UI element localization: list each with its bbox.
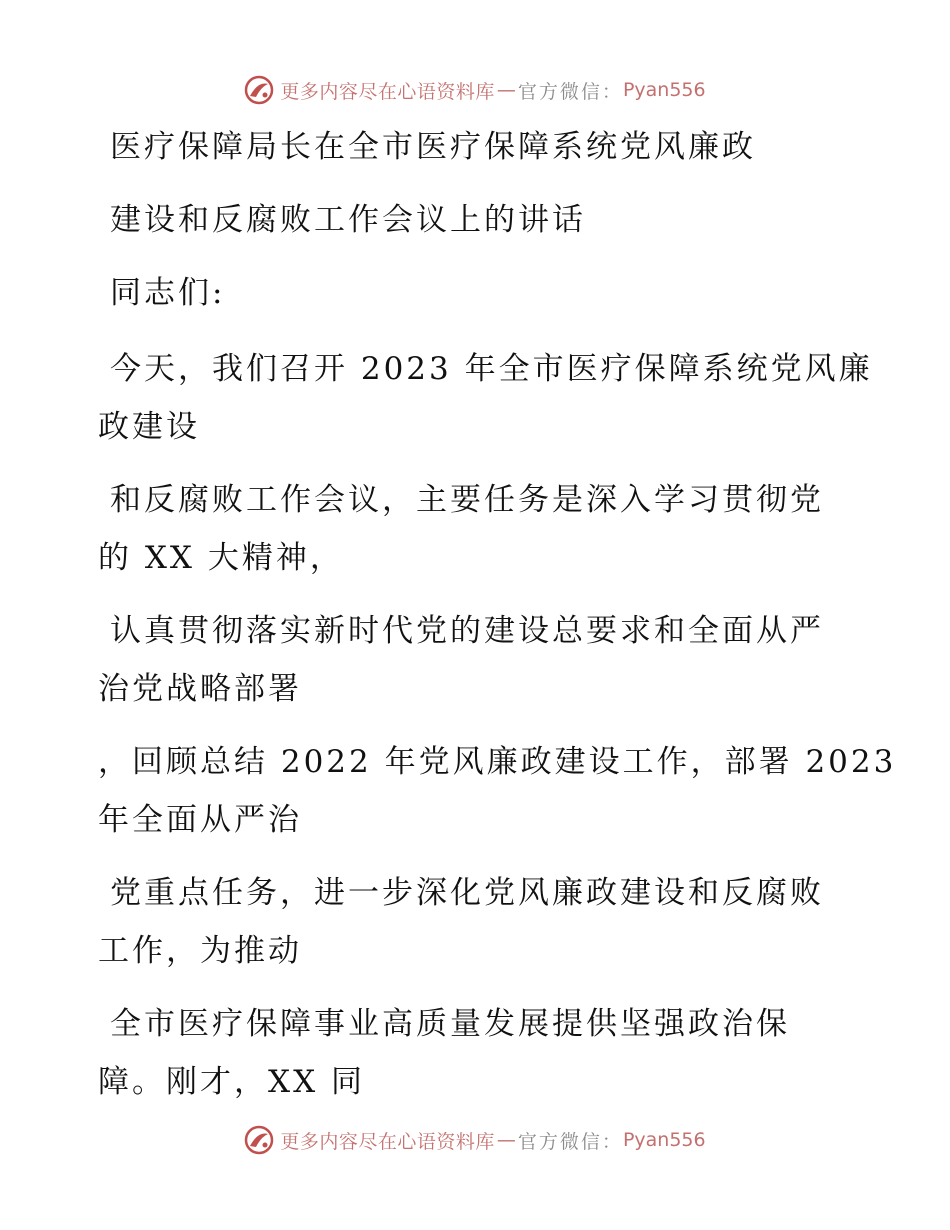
watermark-dash: — <box>496 1129 516 1151</box>
watermark-site-text: 更多内容尽在心语资料库 <box>280 1130 495 1153</box>
watermark-wechat-id: Pyan556 <box>622 1129 706 1151</box>
ink-pen-seal-icon <box>244 1125 274 1155</box>
paragraph-line: 今天，我们召开 2023 年全市医疗保障系统党风廉 <box>110 351 873 387</box>
paragraph-line: 治党战略部署 <box>98 671 302 707</box>
paragraph-line: 障。刚才，XX 同 <box>98 1064 365 1100</box>
document-title-line-1: 医疗保障局长在全市医疗保障系统党风廉政 <box>110 129 756 165</box>
salutation: 同志们: <box>110 275 226 311</box>
paragraph-line: 政建设 <box>98 409 200 445</box>
watermark-wechat-id: Pyan556 <box>622 79 706 101</box>
paragraph-line: 认真贯彻落实新时代党的建设总要求和全面从严 <box>110 613 824 649</box>
footer-watermark <box>0 1120 950 1160</box>
paragraph-line: 和反腐败工作会议，主要任务是深入学习贯彻党 <box>110 482 824 518</box>
paragraph-line: 全市医疗保障事业高质量发展提供坚强政治保 <box>110 1006 790 1042</box>
watermark-site-text: 更多内容尽在心语资料库 <box>280 80 495 103</box>
watermark-wechat-label: 官方微信： <box>517 1130 623 1153</box>
document-title-line-2: 建设和反腐败工作会议上的讲话 <box>110 202 586 238</box>
paragraph-line: 的 XX 大精神， <box>98 540 344 576</box>
paragraph-line: 党重点任务，进一步深化党风廉政建设和反腐败 <box>110 875 824 911</box>
watermark-dash: — <box>496 79 516 101</box>
paragraph-line: 工作，为推动 <box>98 933 302 969</box>
header-watermark <box>0 70 950 110</box>
ink-pen-seal-icon <box>244 75 274 105</box>
paragraph-line: 年全面从严治 <box>98 802 302 838</box>
watermark-wechat-label: 官方微信： <box>517 80 623 103</box>
paragraph-line: ，回顾总结 2022 年党风廉政建设工作，部署 2023 <box>98 744 897 780</box>
